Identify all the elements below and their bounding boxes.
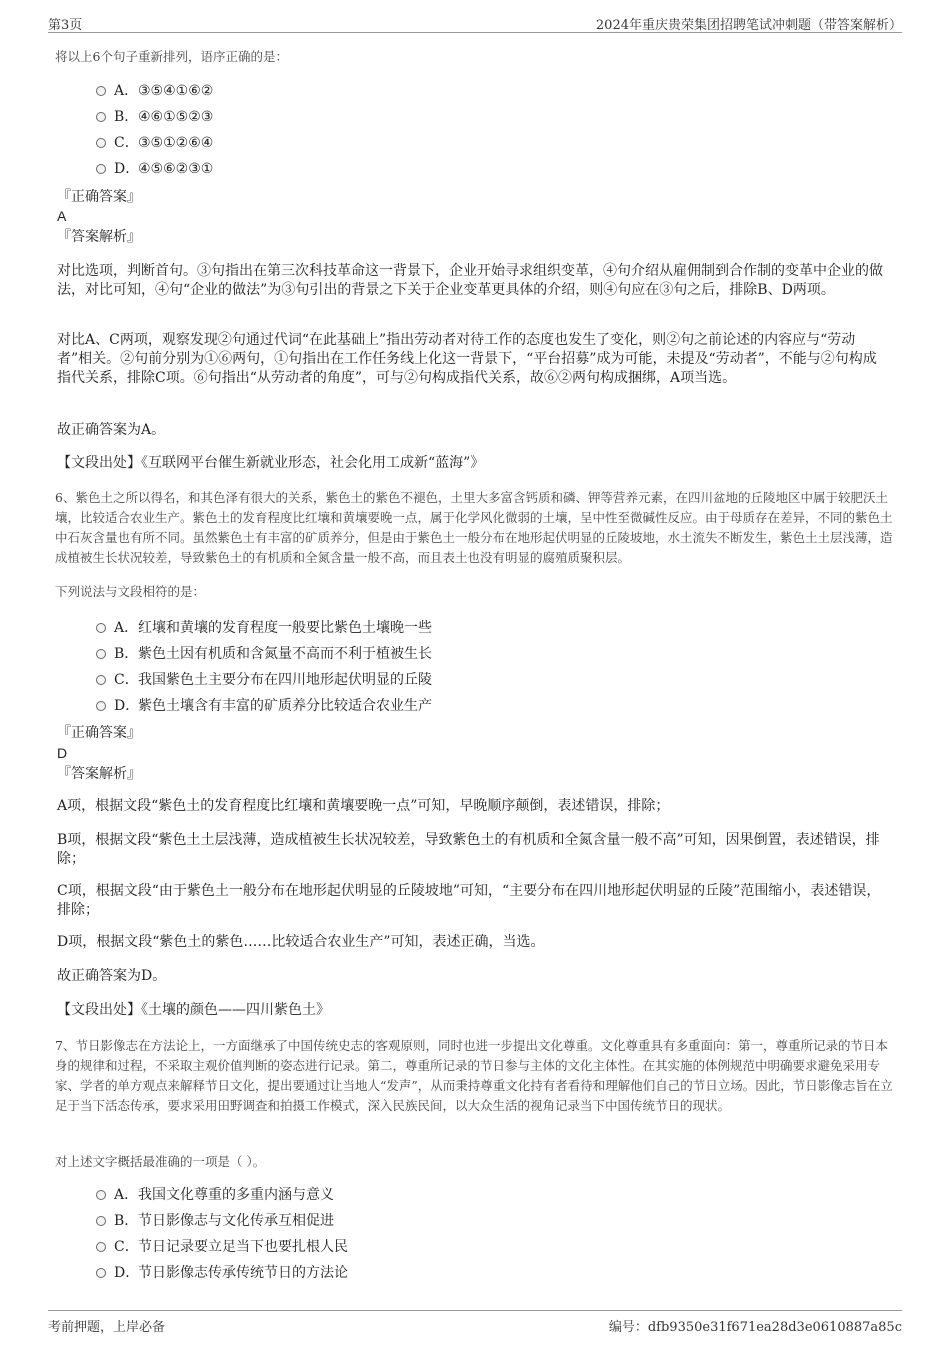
q7-passage: 7、节日影像志在方法论上，一方面继承了中国传统史志的客观原则，同时也进一步提出文化尊重。文化尊重具有多重面向：第一，尊重所记录的节日本身的规律和过程，不采取主观价值判断的姿态进行记录。第二，尊重所记录的节日参与主体的文化主体性。在其实施的体例规范中明确要求避免采用专家、学者的单方观点来解释节日文化，提出要通过让当地人“发声”，从而秉持尊重文化持有者看待和理解他们自己的节日立场。因此，节日影像志旨在立足于当下活态传承，要求采用田野调查和拍摄工作模式，深入民族民间，以大众生活的视角记录当下中国传统节日的现状。 [55, 1038, 893, 1113]
page-footer [48, 1310, 902, 1335]
q7-option-c[interactable]: C．节日记录要立足当下也要扎根人民 [96, 1236, 348, 1258]
q5-option-b[interactable]: B．④⑥①⑤②③ [96, 106, 213, 128]
q5-answer-label: 『正确答案』 [57, 189, 141, 205]
q5-answer: A [57, 208, 67, 224]
radio-icon[interactable] [96, 649, 106, 659]
radio-icon[interactable] [96, 164, 106, 174]
q6-analysis-1: A项，根据文段“紫色土的发育程度比红壤和黄壤要晚一点”可知，早晚顺序颠倒，表述错误，排除； [57, 798, 670, 814]
q5-option-d[interactable]: D．④⑤⑥②③① [96, 158, 213, 180]
q5-option-a[interactable]: A．③⑤④①⑥② [96, 80, 213, 102]
q6-passage: 6、紫色土之所以得名，和其色泽有很大的关系，紫色土的紫色不褪色，土里大多富含钙质和磷、钾等营养元素，在四川盆地的丘陵地区中属于较肥沃土壤，比较适合农业生产。紫色土的发育程度比红壤和黄壤要晚一点，属于化学风化微弱的土壤，呈中性至微碱性反应。由于母质存在差异，不同的紫色土中石灰含量也有所不同。虽然紫色土有丰富的矿质养分，但是由于紫色土一般分布在地形起伏明显的丘陵坡地，水土流失不断发生，紫色土土层浅薄，造成植被生长状况较差，导致紫色土的有机质和全氮含量一般不高，而且表土也没有明显的腐殖质聚积层。 [55, 490, 893, 565]
q6-analysis-3: C项，根据文段“由于紫色土一般分布在地形起伏明显的丘陵坡地”可知，“主要分布在四川地形起伏明显的丘陵”范围缩小，表述错误，排除； [57, 883, 881, 918]
radio-icon[interactable] [96, 701, 106, 711]
q6-option-d[interactable]: D．紫色土壤含有丰富的矿质养分比较适合农业生产 [96, 695, 432, 717]
q6-analysis-2: B项，根据文段“紫色土土层浅薄，造成植被生长状况较差，导致紫色土的有机质和全氮含量一般不高”可知，因果倒置，表述错误，排除； [57, 832, 880, 867]
page-header [48, 10, 902, 33]
q5-analysis-3: 故正确答案为A。 [57, 422, 166, 438]
radio-icon[interactable] [96, 1268, 106, 1278]
q6-option-a[interactable]: A．红壤和黄壤的发育程度一般要比紫色土壤晚一些 [96, 617, 432, 639]
radio-icon[interactable] [96, 138, 106, 148]
q6-analysis-label: 『答案解析』 [57, 766, 141, 782]
q5-source: 【文段出处】《互联网平台催生新就业形态，社会化用工成新“蓝海”》 [57, 455, 485, 471]
q6-answer-label: 『正确答案』 [57, 725, 141, 741]
q7-option-d[interactable]: D．节日影像志传承传统节日的方法论 [96, 1262, 348, 1284]
q5-analysis-1: 对比选项，判断首句。③句指出在第三次科技革命这一背景下，企业开始寻求组织变革，④句介绍从雇佣制到合作制的变革中企业的做法，对比可知，④句“企业的做法”为③句引出的背景之下关于企业变革更具体的介绍，则④句应在③句之后，排除B、D两项。 [57, 263, 883, 298]
q6-analysis-4: D项，根据文段“紫色土的紫色……比较适合农业生产”可知，表述正确，当选。 [57, 934, 545, 950]
q7-option-a[interactable]: A．我国文化尊重的多重内涵与意义 [96, 1184, 334, 1206]
q5-prompt: 将以上6个句子重新排列，语序正确的是： [55, 49, 288, 64]
radio-icon[interactable] [96, 1216, 106, 1226]
q6-answer: D [57, 745, 68, 761]
q7-option-b[interactable]: B．节日影像志与文化传承互相促进 [96, 1210, 334, 1232]
q5-option-c[interactable]: C．③⑤①②⑥④ [96, 132, 213, 154]
q6-option-c[interactable]: C．我国紫色土主要分布在四川地形起伏明显的丘陵 [96, 669, 432, 691]
document-id: 编号：dfb9350e31f671ea28d3e0610887a85c [608, 1320, 902, 1335]
radio-icon[interactable] [96, 1190, 106, 1200]
document-title: 2024年重庆贵荣集团招聘笔试冲刺题（带答案解析） [595, 18, 902, 33]
radio-icon[interactable] [96, 1242, 106, 1252]
q6-option-b[interactable]: B．紫色土因有机质和含氮量不高而不利于植被生长 [96, 643, 432, 665]
q6-source: 【文段出处】《土壤的颜色——四川紫色土》 [57, 1002, 330, 1018]
page-number: 第3页 [48, 18, 83, 33]
q6-prompt: 下列说法与文段相符的是： [55, 584, 206, 599]
q5-analysis-2: 对比A、C两项，观察发现②句通过代词“在此基础上”指出劳动者对待工作的态度也发生了变化，则②句之前论述的内容应与“劳动者”相关。②句前分别为①⑥两句，①句指出在工作任务线上化这一背景下，“平台招募”成为可能，未提及“劳动者”，不能与②句构成指代关系，排除C项。⑥句指出“从劳动者的角度”，可与②句构成指代关系，故⑥②两句构成捆绑，A项当选。 [57, 332, 877, 386]
radio-icon[interactable] [96, 112, 106, 122]
footer-slogan: 考前押题，上岸必备 [48, 1320, 166, 1335]
radio-icon[interactable] [96, 675, 106, 685]
radio-icon[interactable] [96, 623, 106, 633]
q6-analysis-5: 故正确答案为D。 [57, 968, 167, 984]
radio-icon[interactable] [96, 86, 106, 96]
q7-prompt: 对上述文字概括最准确的一项是（ ）。 [55, 1154, 266, 1169]
q5-analysis-label: 『答案解析』 [57, 229, 141, 245]
